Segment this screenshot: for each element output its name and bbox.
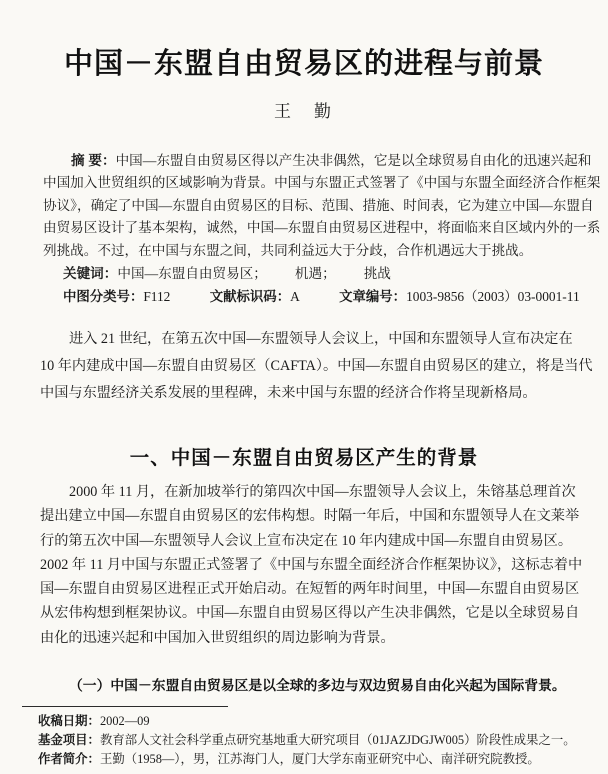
classification-row (63, 286, 603, 305)
keyword-item: 挑战 (363, 266, 391, 281)
keyword-item: 机遇； (294, 266, 336, 281)
abstract-text: 中国—东盟自由贸易区得以产生决非偶然，它是以全球贸易自由化的迅速兴起和 (115, 153, 592, 168)
clc-number-label: 中图分类号： (63, 289, 144, 304)
fund-project-value: 教育部人文社会科学重点研究基地重大研究项目（01JAZJDGJW005）阶段性成果之一。 (99, 733, 576, 747)
article-id-label: 文章编号： (339, 289, 407, 304)
document-code-label: 文献标识码： (209, 289, 291, 304)
article-title: 中国－东盟自由贸易区的进程与前景 (63, 48, 544, 81)
keywords-label: 关键词： (63, 266, 118, 281)
paragraph-line: 10 年内建成中国—东盟自由贸易区（CAFTA）。中国—东盟自由贸易区的建立，将是当代 (40, 358, 593, 374)
author-name: 王 勤 (274, 102, 334, 121)
article-id (339, 289, 580, 304)
clc-number (63, 289, 170, 304)
paragraph-line: 2002 年 11 月中国与东盟正式签署了《中国与东盟全面经济合作框架协议》，这标志着中 (40, 556, 583, 573)
article-id-value: 1003-9856（2003）03-0001-11 (406, 289, 580, 304)
author-bio-row (38, 750, 600, 769)
intro-paragraph (40, 326, 593, 407)
clc-number-value: F112 (143, 289, 171, 304)
paragraph-line: 从宏伟构想到框架协议。中国—东盟自由贸易区得以产生决非偶然，它是以全球贸易自 (40, 605, 580, 622)
subsection-heading: （一）中国－东盟自由贸易区是以全球的多边与双边贸易自由化兴起为国际背景。 (69, 677, 566, 693)
author-bio-value: 王勤（1958—），男，江苏海门人，厦门大学东南亚研究中心、南洋研究院教授。 (99, 752, 540, 766)
paragraph-line: 进入 21 世纪，在第五次中国—东盟领导人会议上，中国和东盟领导人宣布决定在 (69, 331, 573, 347)
received-date-row (38, 712, 600, 731)
section-paragraph (40, 480, 583, 650)
paragraph-line: 国—东盟自由贸易区进程正式开始启动。在短暂的两年时间里，中国—东盟自由贸易区 (40, 581, 580, 598)
fund-project-label: 基金项目： (38, 733, 100, 747)
abstract-line: 由贸易区设计了基本架构，诚然，中国—东盟自由贸易区进程中，将面临来自区域内外的一系 (43, 220, 601, 236)
received-date-label: 收稿日期： (38, 714, 100, 728)
abstract-section (43, 150, 601, 262)
abstract-line: 列挑战。不过，在中国与东盟之间，共同利益远大于分歧，合作机遇远大于挑战。 (43, 242, 533, 258)
abstract-line (43, 150, 592, 172)
footnotes-section (38, 712, 600, 769)
footnote-divider (22, 706, 228, 707)
abstract-line: 协议》，确定了中国—东盟自由贸易区的目标、范围、措施、时间表，它为建立中国—东盟自 (43, 197, 594, 213)
document-code-value: A (290, 289, 300, 304)
abstract-label: 摘 要： (71, 153, 116, 168)
paragraph-line: 提出建立中国—东盟自由贸易区的宏伟构想。时隔一年后，中国和东盟领导人在文莱举 (40, 508, 580, 525)
paragraph-line: 中国与东盟经济关系发展的里程碑，未来中国与东盟的经济合作将呈现新格局。 (40, 385, 537, 401)
received-date-value: 2002—09 (99, 714, 150, 728)
keyword-item: 中国—东盟自由贸易区； (117, 266, 267, 281)
paragraph-line: 2000 年 11 月，在新加坡举行的第四次中国—东盟领导人会议上，朱镕基总理首次 (69, 484, 576, 500)
paragraph-line: 由化的迅速兴起和中国加入世贸组织的周边影响为背景。 (40, 629, 395, 646)
abstract-line: 中国加入世贸组织的区域影响为背景。中国与东盟正式签署了《中国与东盟全面经济合作框架 (43, 175, 601, 191)
paragraph-line: 行的第五次中国—东盟领导人会议上宣布决定在 10 年内建成中国—东盟自由贸易区。 (40, 532, 573, 549)
keywords-row (63, 262, 583, 282)
fund-project-row (38, 731, 600, 750)
document-code (210, 289, 300, 304)
author-bio-label: 作者简介： (38, 752, 100, 766)
section-heading: 一、中国－东盟自由贸易区产生的背景 (129, 447, 479, 470)
